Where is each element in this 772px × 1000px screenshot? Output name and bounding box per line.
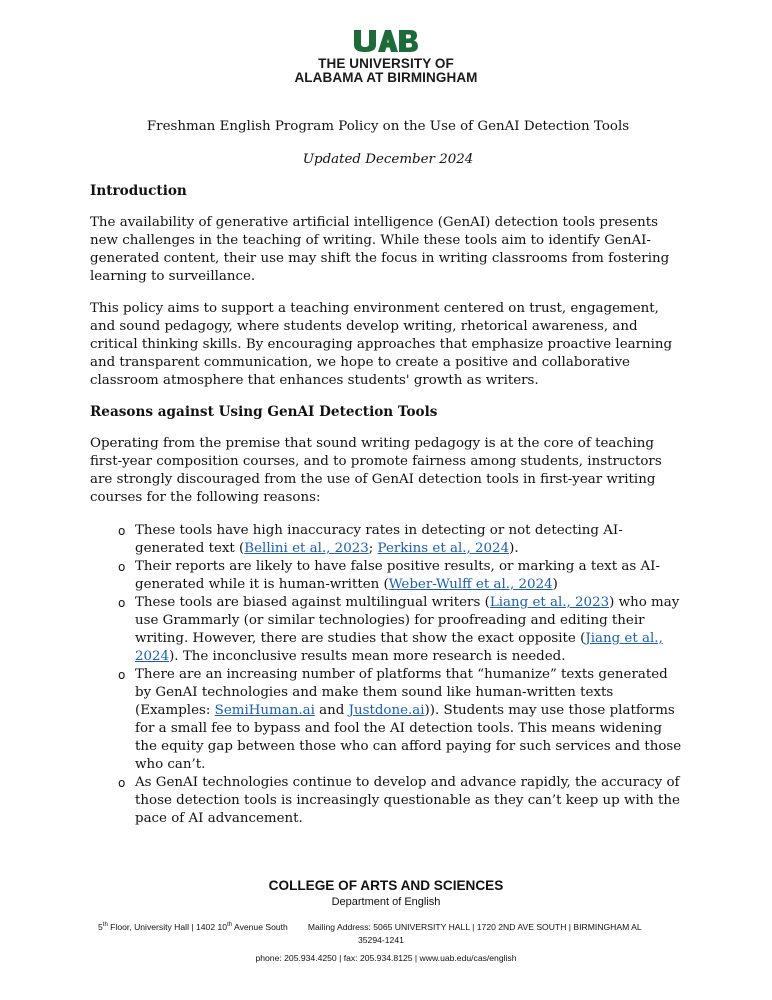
address-line: [0, 920, 772, 934]
document-body: [90, 118, 686, 828]
citation-link-liang[interactable]: Liang et al., 2023: [489, 595, 610, 610]
bullet-icon: o: [118, 776, 126, 790]
bullet-icon: o: [118, 596, 126, 610]
introduction-paragraph-2: This policy aims to support a teaching environment centered on trust, engagement, and sound pedagogy, where students develop writing, rhetorical awareness, and critical thinking skills. By encouraging approaches that emphasize proactive learning and transparent communication, we hope to create a positive and collaborative classroom atmosphere that enhances students' growth as writers.: [90, 301, 673, 388]
mailing-address: Mailing Address: 5065 UNIVERSITY HALL | 1720 2ND AVE SOUTH | BIRMINGHAM AL: [307, 922, 642, 932]
introduction-heading: Introduction: [90, 183, 187, 199]
bullet-icon: o: [118, 524, 126, 538]
university-logo: [0, 30, 772, 85]
citation-link-jiang[interactable]: Jiang et al., 2024: [135, 631, 663, 664]
list-item: [118, 666, 686, 774]
street-address: Avenue South: [232, 922, 288, 932]
university-name-line-1: THE UNIVERSITY OF: [318, 56, 454, 71]
updated-date: Updated December 2024: [302, 152, 474, 167]
zip-code: 35294-1241: [358, 935, 404, 945]
bullet-icon: o: [118, 668, 126, 682]
reason-text: These tools are biased against multilingual writers (: [135, 595, 490, 610]
citation-link-bellini[interactable]: Bellini et al., 2023: [244, 541, 369, 556]
reasons-intro-paragraph: Operating from the premise that sound writing pedagogy is at the core of teaching first-year composition courses, and to promote fairness among students, instructors are strongly discouraged from the use of GenAI detection tools in first-year writing courses for the following reasons:: [90, 436, 662, 505]
introduction-paragraph-1: The availability of generative artificial intelligence (GenAI) detection tools presents new challenges in the teaching of writing. While these tools aim to identify GenAI-generated content, their use may shift the focus in writing classrooms from fostering learning to surveillance.: [90, 215, 670, 284]
reason-text: There are an increasing number of platforms that “humanize” texts generated by GenAI technologies and make them sound like human-written texts (Examples:: [135, 667, 668, 718]
reason-text: Their reports are likely to have false positive results, or marking a text as AI-generated while it is human-written (: [135, 559, 660, 592]
list-item: [118, 774, 686, 828]
uab-logo-mark: [354, 30, 418, 52]
college-name: COLLEGE OF ARTS AND SCIENCES: [268, 878, 504, 893]
reason-text: and: [314, 703, 349, 718]
reason-text: ).: [509, 541, 519, 556]
reasons-list: [90, 522, 686, 828]
street-suffix: th: [227, 922, 233, 929]
citation-link-perkins[interactable]: Perkins et al., 2024: [377, 541, 510, 556]
page-footer: [0, 878, 772, 965]
contact-line: phone: 205.934.4250 | fax: 205.934.8125 | www.uab.edu/cas/english: [255, 953, 517, 963]
floor-suffix: th: [102, 922, 108, 929]
reason-text: ;: [368, 541, 378, 556]
bullet-icon: o: [118, 560, 126, 574]
reason-text: ) who may use Grammarly (or similar technologies) for proofreading and editing their writing. However, there are studies that show the exact opposite (: [135, 595, 680, 646]
reasons-heading: Reasons against Using GenAI Detection Tools: [90, 404, 438, 420]
reason-text: As GenAI technologies continue to develop and advance rapidly, the accuracy of those detection tools is increasingly questionable as they can’t keep up with the pace of AI advancement.: [135, 775, 680, 826]
university-name-line-2: ALABAMA AT BIRMINGHAM: [294, 70, 478, 85]
reason-text: )). Students may use those platforms for a small fee to bypass and fool the AI detection tools. This means widening the equity gap between those who can afford paying for such services and those who can’t.: [135, 703, 682, 772]
link-semihuman[interactable]: SemiHuman.ai: [214, 703, 315, 718]
citation-link-weber-wulff[interactable]: Weber-Wulff et al., 2024: [388, 577, 553, 592]
document-title: Freshman English Program Policy on the Use of GenAI Detection Tools: [146, 119, 630, 134]
department-name: Department of English: [331, 896, 441, 908]
list-item: [118, 522, 686, 558]
reason-text: These tools have high inaccuracy rates in detecting or not detecting AI-generated text (: [135, 523, 623, 556]
floor-address: Floor, University Hall | 1402 10: [107, 922, 228, 932]
list-item: [118, 558, 686, 594]
floor-number: 5: [98, 922, 103, 932]
reason-text: ). The inconclusive results mean more research is needed.: [169, 649, 566, 664]
list-item: [118, 594, 686, 666]
reason-text: ): [552, 577, 558, 592]
link-justdone[interactable]: Justdone.ai: [348, 703, 425, 718]
